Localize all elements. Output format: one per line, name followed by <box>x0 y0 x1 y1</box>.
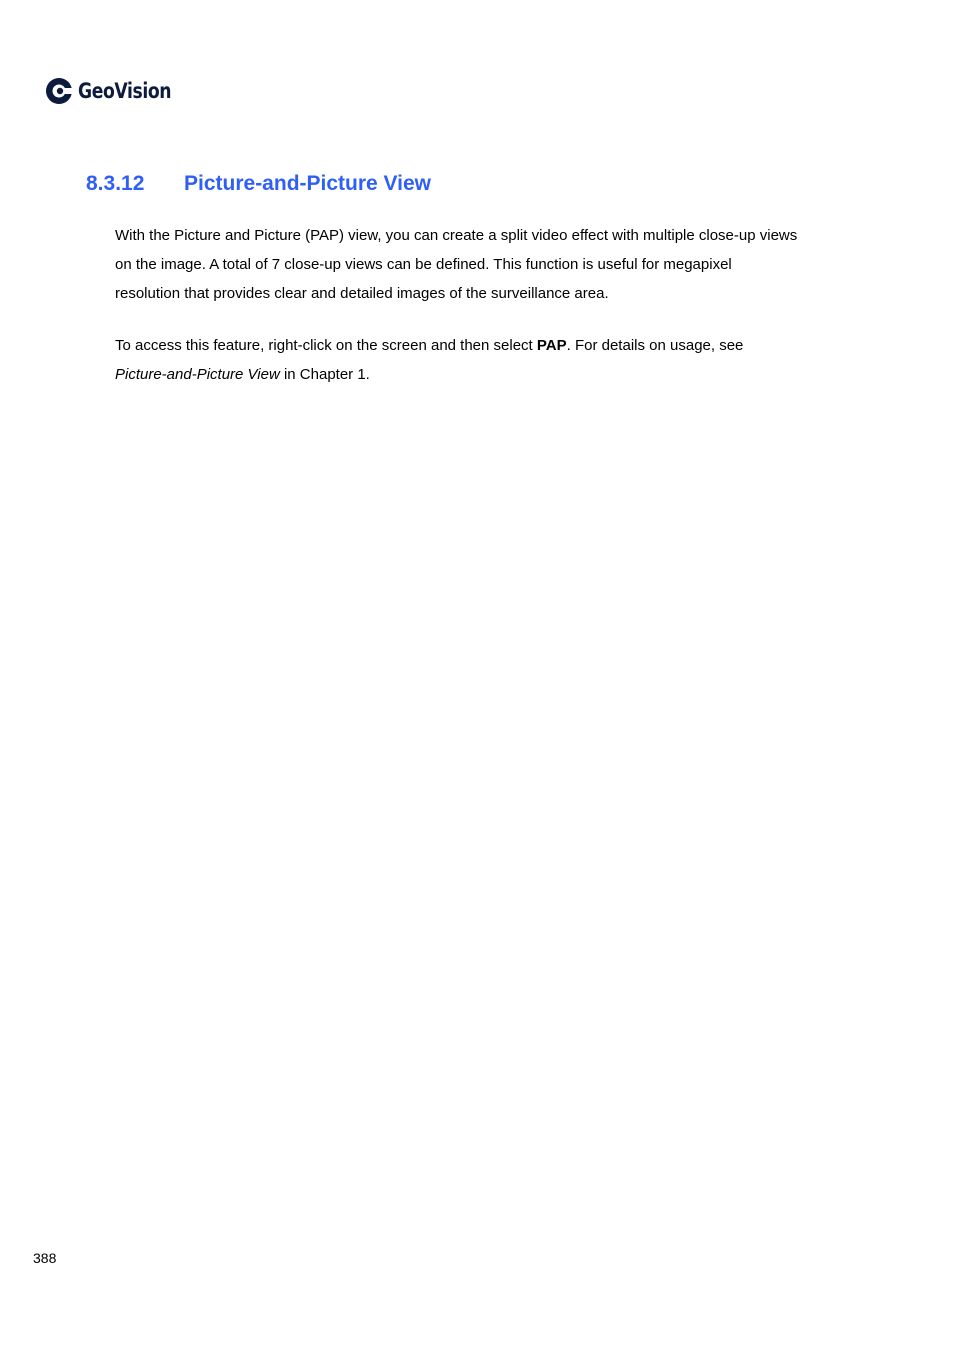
intro-paragraph <box>115 221 855 308</box>
geovision-logo <box>44 74 192 108</box>
intro-line-1: With the Picture and Picture (PAP) view, you can create a split video effect with multiple close-up views <box>115 227 798 244</box>
intro-line-3: resolution that provides clear and detailed images of the surveillance area. <box>115 285 609 302</box>
access-paragraph <box>115 331 855 389</box>
section-title: Picture-and-Picture View <box>184 172 432 195</box>
pap-term: PAP <box>536 337 567 354</box>
chapter-reference: Picture-and-Picture View <box>115 366 280 383</box>
page-number: 388 <box>33 1250 57 1266</box>
geovision-logo-icon <box>44 75 76 107</box>
section-heading <box>86 172 431 196</box>
access-text-after: . For details on usage, see <box>566 337 744 354</box>
access-text-end: in Chapter 1. <box>279 366 370 383</box>
section-number: 8.3.12 <box>86 172 145 195</box>
intro-line-2: on the image. A total of 7 close-up views can be defined. This function is useful for megapixel <box>115 256 732 273</box>
access-text-before: To access this feature, right-click on the screen and then select <box>115 337 537 354</box>
logo-wordmark: GeoVision <box>78 79 172 103</box>
